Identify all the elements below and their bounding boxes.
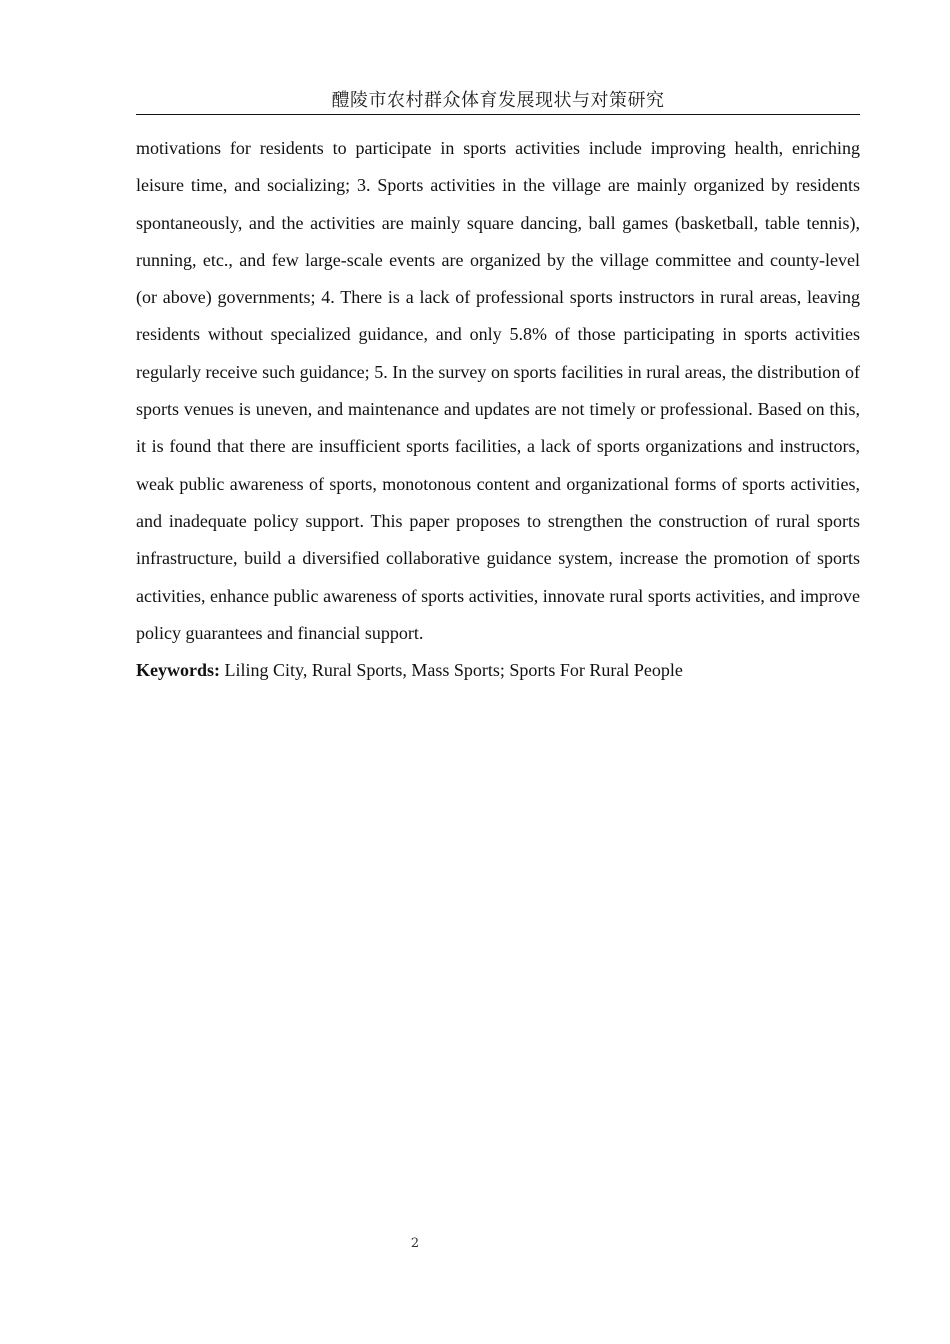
page-number: 2: [410, 1236, 420, 1251]
header-rule: [136, 114, 860, 115]
running-header: 醴陵市农村群众体育发展现状与对策研究: [331, 90, 665, 111]
keywords-label: Keywords:: [136, 660, 220, 680]
abstract-paragraph: motivations for residents to participate in sports activities include improving health, enriching leisure time, and socializing; 3. Sports activities in the village are mainly organized by residents spontaneously, and the activities are mainly square dancing, ball games (basketball, table tennis), running, etc., and few large-scale events are organized by the village committee and county-level (or above) governments; 4. There is a lack of professional sports instructors in rural areas, leaving residents without specialized guidance, and only 5.8% of those participating in sports activities regularly receive such guidance; 5. In the survey on sports facilities in rural areas, the distribution of sports venues is uneven, and maintenance and updates are not timely or professional. Based on this, it is found that there are insufficient sports facilities, a lack of sports organizations and instructors, weak public awareness of sports, monotonous content and organizational forms of sports activities, and inadequate policy support. This paper proposes to strengthen the construction of rural sports infrastructure, build a diversified collaborative guidance system, increase the promotion of sports activities, enhance public awareness of sports activities, innovate rural sports activities, and improve policy guarantees and financial support.: [136, 138, 860, 643]
keywords-line: [136, 656, 860, 684]
keywords-value: Liling City, Rural Sports, Mass Sports; Sports For Rural People: [220, 660, 683, 680]
